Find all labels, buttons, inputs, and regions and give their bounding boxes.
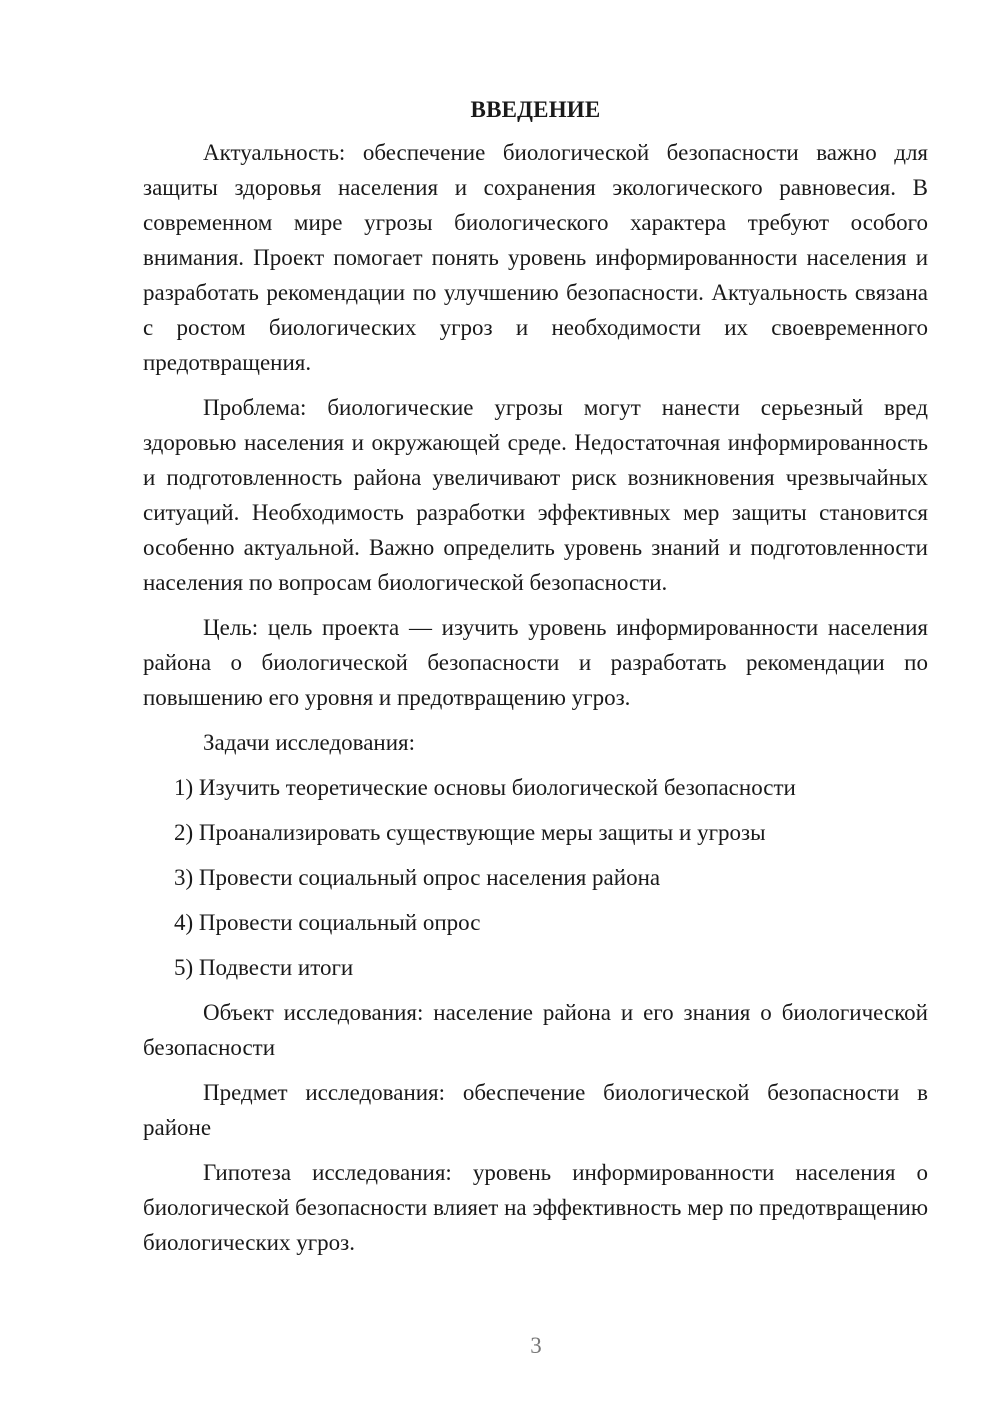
paragraph-problem: Проблема: биологические угрозы могут нанести серьезный вред здоровью населения и окружающей среде. Недостаточная информированность и подготовленность района увеличивают риск возникновения чрезвычайных ситуаций. Необходимость разработки эффективных мер защиты становится особенно актуальной. Важно определить уровень знаний и подготовленности населения по вопросам биологической безопасности. [143, 395, 928, 595]
paragraph-hypothesis: Гипотеза исследования: уровень информированности населения о биологической безопасности влияет на эффективность мер по предотвращению биологических угроз. [143, 1160, 928, 1255]
list-item: 1) Изучить теоретические основы биологической безопасности [174, 775, 796, 800]
page-content [143, 92, 928, 1270]
task-list [143, 770, 928, 985]
list-item: 2) Проанализировать существующие меры защиты и угрозы [174, 820, 766, 845]
list-item: 3) Провести социальный опрос населения района [174, 865, 661, 890]
list-item: 5) Подвести итоги [174, 955, 354, 980]
paragraph-goal: Цель: цель проекта — изучить уровень информированности населения района о биологической безопасности и разработать рекомендации по повышению его уровня и предотвращению угроз. [143, 615, 928, 710]
paragraph-subject: Предмет исследования: обеспечение биологической безопасности в районе [143, 1080, 928, 1140]
paragraph-object: Объект исследования: население района и его знания о биологической безопасности [143, 1000, 928, 1060]
tasks-heading: Задачи исследования: [203, 730, 416, 755]
page-number: 3 [530, 1333, 542, 1358]
paragraph-relevance: Актуальность: обеспечение биологической безопасности важно для защиты здоровья населения и сохранения экологического равновесия. В современном мире угрозы биологического характера требуют особого внимания. Проект помогает понять уровень информированности населения и разработать рекомендации по улучшению безопасности. Актуальность связана с ростом биологических угроз и необходимости их своевременного предотвращения. [143, 140, 928, 375]
page-title: ВВЕДЕНИЕ [470, 97, 601, 122]
list-item: 4) Провести социальный опрос [174, 910, 481, 935]
